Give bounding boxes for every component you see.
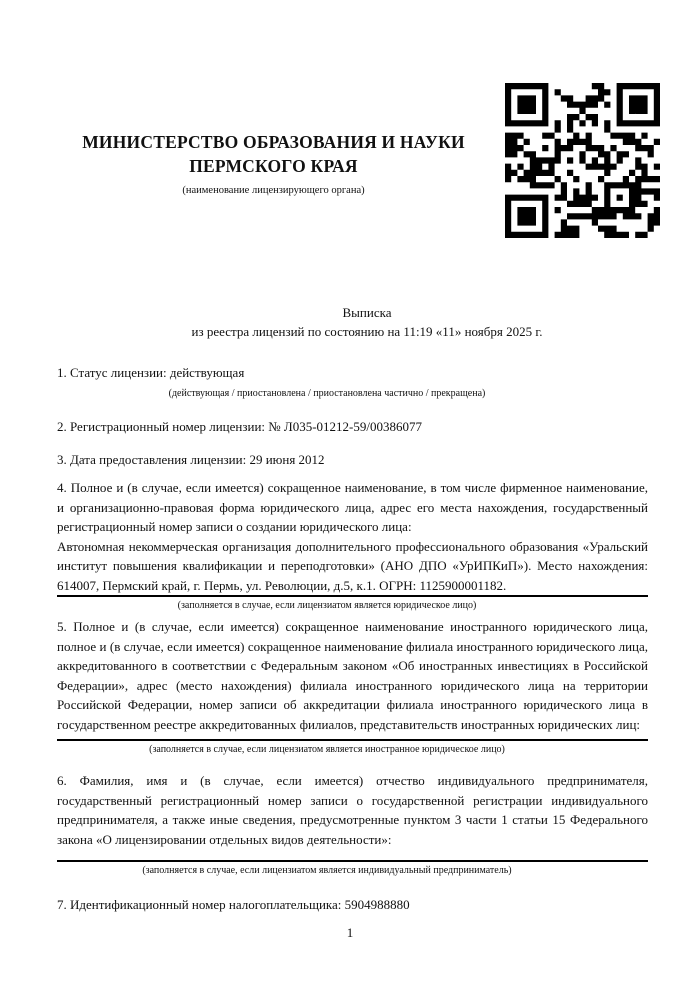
field-legal-entity — [57, 478, 648, 613]
individual-label: 6. Фамилия, имя и (в случае, если имеется) отчество индивидуального предпринимателя, государственный регистрационный номер записи о государственной регистрации индивидуального предпринимателя, а также иные сведения, предусмотренные пунктом 3 части 1 статьи 15 Федерального закона «О лицензировании отдельных видов деятельности»: — [57, 773, 648, 847]
field-foreign-entity — [57, 617, 648, 757]
legal-entity-label: 4. Полное и (в случае, если имеется) сокращенное наименование, в том числе фирменное наименование, и организационно-правовая форма юридического лица, адрес его места нахождения, государственный регистрационный номер записи о создании юридического лица: — [57, 480, 648, 534]
field-individual-entrepreneur — [57, 771, 648, 878]
field-registration-number: 2. Регистрационный номер лицензии: № Л035-01212-59/00386077 — [57, 419, 423, 434]
foreign-entity-label: 5. Полное и (в случае, если имеется) сокращенное наименование иностранного юридического лица, полное и (в случае, если имеется) сокращенное наименование филиала иностранного юридического лица, аккредитованного в соответствии с Федеральным законом «Об иностранных инвестициях в Российской Федерации», адрес (место нахождения) филиала иностранного юридического лица на территории Российской Федерации, номер записи об аккредитации филиала иностранного юридического лица в государственном реестре аккредитованных филиалов, представительств иностранных юридических лиц: — [57, 619, 648, 732]
field-inn: 7. Идентификационный номер налогоплательщика: 5904988880 — [57, 897, 410, 912]
field-grant-date: 3. Дата предоставления лицензии: 29 июня 2012 — [57, 452, 325, 467]
field-license-status — [57, 363, 648, 401]
license-status-text: 1. Статус лицензии: действующая — [57, 365, 245, 380]
page-number: 1 — [346, 925, 354, 940]
document-title-line2: из реестра лицензий по состоянию на 11:19 «11» ноября 2025 г. — [191, 324, 543, 339]
individual-caption: (заполняется в случае, если лицензиатом является индивидуальный предприниматель) — [142, 865, 512, 876]
qr-code-icon — [505, 83, 660, 238]
foreign-entity-answer-line — [57, 739, 648, 741]
legal-entity-answer-line — [57, 595, 648, 597]
foreign-entity-caption: (заполняется в случае, если лицензиатом является иностранное юридическое лицо) — [149, 744, 505, 755]
individual-answer-line — [57, 860, 648, 862]
legal-entity-value: Автономная некоммерческая организация дополнительного профессионального образования «Уральский институт повышения квалификации и переподготовки» (АНО ДПО «УрИПКиП»). Место нахождения: 614007, Пермский край, г. Пермь, ул. Революции, д.5, к.1. ОГРН: 1125900001182. — [57, 538, 648, 593]
document-title — [57, 303, 677, 341]
licensing-authority-caption: (наименование лицензирующего органа) — [182, 185, 365, 196]
document-title-line1: Выписка — [342, 305, 392, 320]
ministry-name-line1: МИНИСТЕРСТВО ОБРАЗОВАНИЯ И НАУКИ — [82, 132, 465, 152]
license-status-caption: (действующая / приостановлена / приостановлена частично / прекращена) — [168, 387, 486, 399]
ministry-name-line2: ПЕРМСКОГО КРАЯ — [189, 156, 358, 176]
ministry-header — [57, 130, 490, 197]
legal-entity-caption: (заполняется в случае, если лицензиатом является юридическое лицо) — [177, 600, 477, 611]
ministry-name — [57, 130, 490, 178]
